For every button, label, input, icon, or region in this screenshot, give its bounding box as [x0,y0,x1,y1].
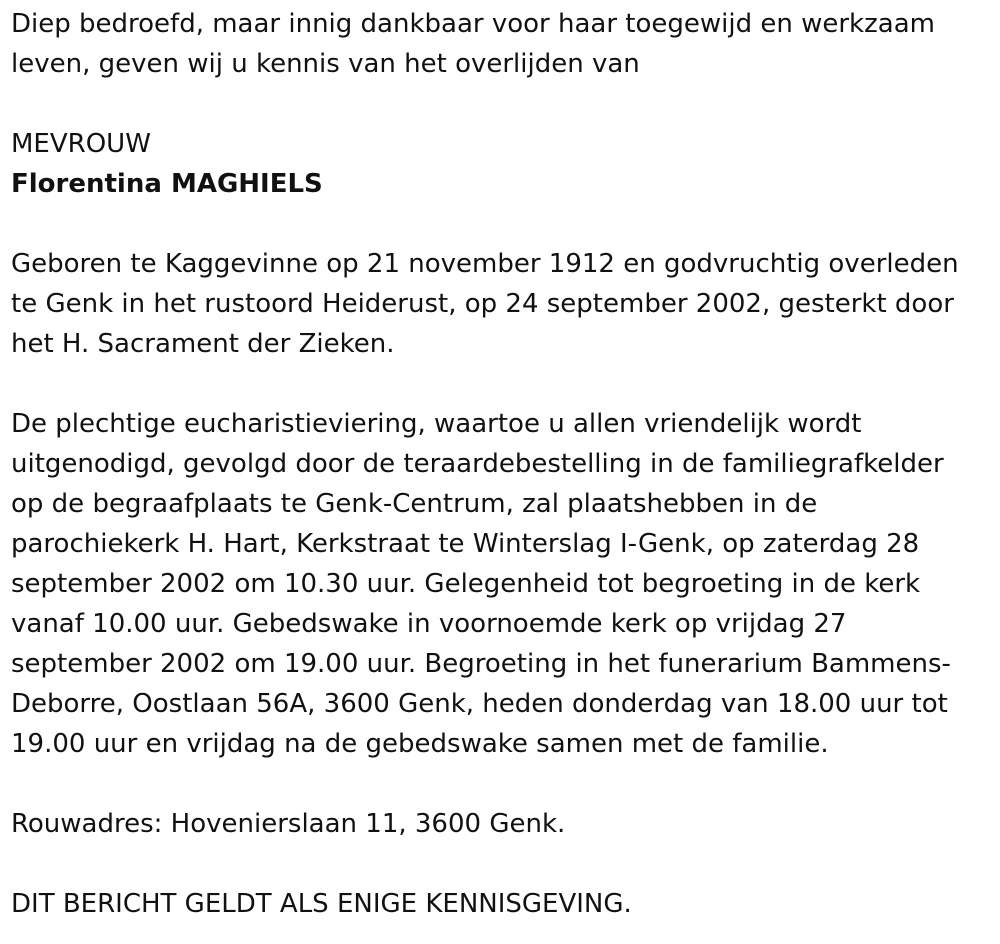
ceremony-paragraph: De plechtige eucharistieviering, waartoe u allen vriendelijk wordt uitgenodigd, gevolgd door de teraardebestelling in de familiegrafkelder op de begraafplaats te Genk-Centrum, zal plaatshebben in de parochiekerk H. Hart, Kerkstraat te Winterslag I-Genk, op zaterdag 28 september 2002 om 10.30 uur. Gelegenheid tot begroeting in de kerk vanaf 10.00 uur. Gebedswake in voornoemde kerk op vrijdag 27 september 2002 om 19.00 uur. Begroeting in het funerarium Bammens- Deborre, Oostlaan 56A, 3600 Genk, heden donderdag van 18.00 uur tot 19.00 uur en vrijdag na de gebedswake samen met de familie. [11,409,951,759]
spacer [11,364,989,404]
intro-paragraph: Diep bedroefd, maar innig dankbaar voor haar toegewijd en werkzaam leven, geven wij u kennis van het overlijden van [11,9,935,79]
spacer [11,844,989,884]
spacer [11,84,989,124]
mourning-address: Rouwadres: Hovenierslaan 11, 3600 Genk. [11,809,566,839]
salutation: MEVROUW [11,129,151,159]
spacer [11,204,989,244]
deceased-name: Florentina MAGHIELS [11,169,323,199]
spacer [11,764,989,804]
closing-statement: DIT BERICHT GELDT ALS ENIGE KENNISGEVING. [11,889,632,919]
birth-death-paragraph: Geboren te Kaggevinne op 21 november 1912 en godvruchtig overleden te Genk in het rustoord Heiderust, op 24 september 2002, gesterkt door het H. Sacrament der Zieken. [11,249,959,359]
